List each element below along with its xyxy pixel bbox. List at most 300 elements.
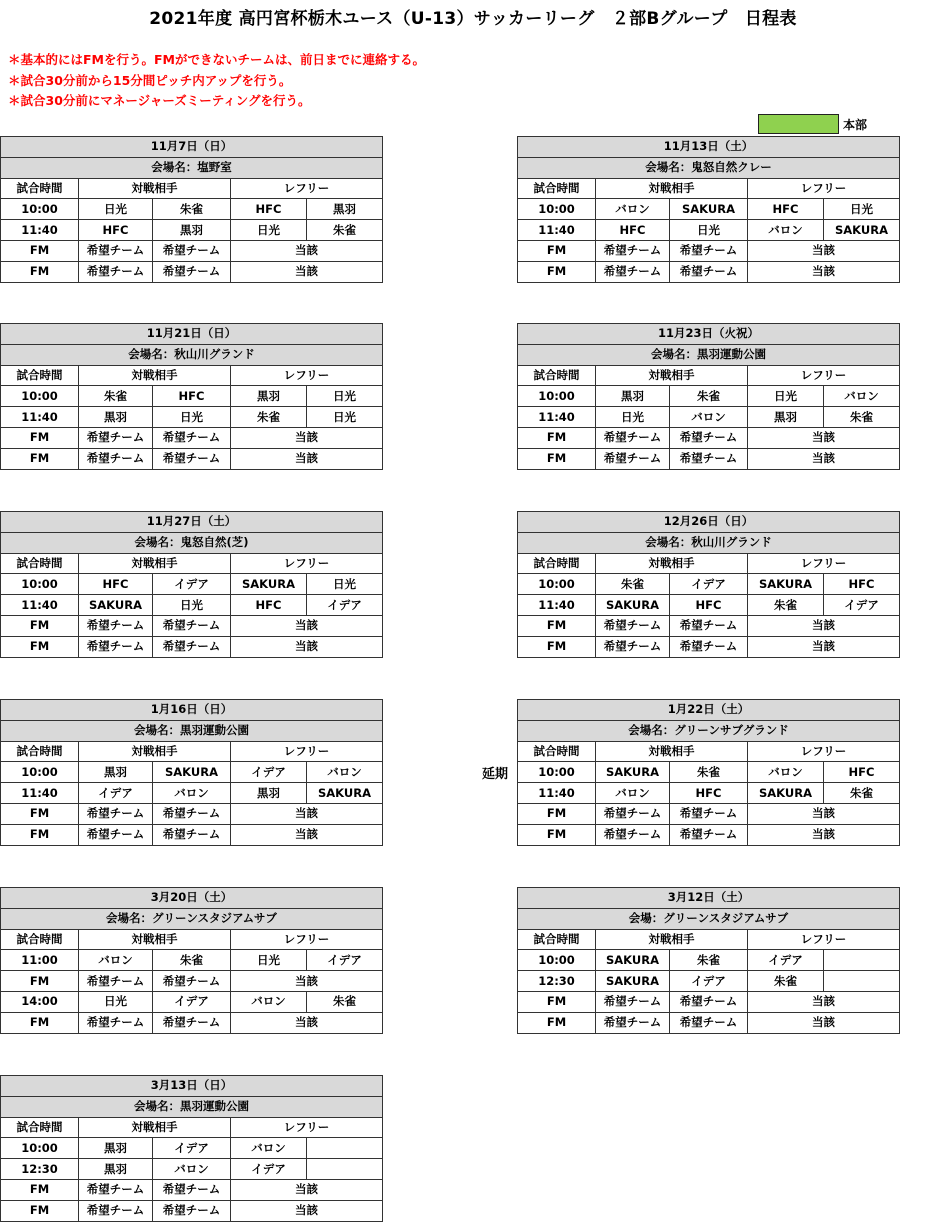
time-header: 試合時間 <box>1 553 79 574</box>
table-row <box>518 615 900 636</box>
schedule-table <box>0 1075 383 1222</box>
team-away: SAKURA <box>153 762 231 783</box>
referee-2 <box>824 971 900 992</box>
team-home: 希望チーム <box>596 803 670 824</box>
table-row <box>1 971 383 992</box>
team-home: 希望チーム <box>79 1200 153 1221</box>
team-home: HFC <box>79 574 153 595</box>
table-row <box>518 199 900 220</box>
team-away: イデア <box>153 1138 231 1159</box>
table-row <box>1 762 383 783</box>
team-away: 日光 <box>153 407 231 428</box>
table-row <box>1 1138 383 1159</box>
match-time: 10:00 <box>518 762 596 783</box>
venue-name: 会場名：秋山川グランド <box>518 532 900 553</box>
opponents-header: 対戦相手 <box>596 741 748 762</box>
schedule-table <box>517 511 900 658</box>
referee-header: レフリー <box>231 553 383 574</box>
team-away: 日光 <box>153 595 231 616</box>
match-time: FM <box>1 240 79 261</box>
match-time: FM <box>518 636 596 657</box>
referee-2: 朱雀 <box>307 991 383 1012</box>
match-time: FM <box>518 824 596 845</box>
table-row <box>1 448 383 469</box>
referee-2: SAKURA <box>307 783 383 804</box>
team-away: 希望チーム <box>153 636 231 657</box>
team-home: 希望チーム <box>596 261 670 282</box>
referee-assignment: 当該 <box>748 261 900 282</box>
match-time: FM <box>1 971 79 992</box>
team-home: バロン <box>596 199 670 220</box>
match-time: FM <box>1 448 79 469</box>
referee-1: 黒羽 <box>231 783 307 804</box>
match-time: FM <box>518 1012 596 1033</box>
match-date: 12月26日（日） <box>518 512 900 533</box>
team-away: バロン <box>670 407 748 428</box>
time-header: 試合時間 <box>518 553 596 574</box>
referee-2 <box>307 1138 383 1159</box>
referee-assignment: 当該 <box>748 1012 900 1033</box>
table-row <box>518 386 900 407</box>
venue-name: 会場：グリーンスタジアムサブ <box>518 908 900 929</box>
match-time: 11:40 <box>1 220 79 241</box>
table-row <box>1 1200 383 1221</box>
referee-assignment: 当該 <box>748 991 900 1012</box>
table-row <box>1 407 383 428</box>
match-time: FM <box>1 427 79 448</box>
note-meeting: ＊試合30分前にマネージャーズミーティングを行う。 <box>8 93 311 108</box>
table-row <box>518 991 900 1012</box>
table-row <box>1 950 383 971</box>
referee-1: 日光 <box>231 950 307 971</box>
referee-1: バロン <box>748 762 824 783</box>
match-date: 11月13日（土） <box>518 137 900 158</box>
team-home: 希望チーム <box>596 1012 670 1033</box>
match-time: FM <box>1 261 79 282</box>
team-away: SAKURA <box>670 199 748 220</box>
team-home: 希望チーム <box>596 240 670 261</box>
referee-assignment: 当該 <box>231 824 383 845</box>
referee-1: 朱雀 <box>231 407 307 428</box>
team-home: 朱雀 <box>79 386 153 407</box>
match-time: FM <box>1 824 79 845</box>
team-home: 希望チーム <box>79 1179 153 1200</box>
team-away: 希望チーム <box>670 448 748 469</box>
match-time: 10:00 <box>518 574 596 595</box>
match-time: 10:00 <box>518 199 596 220</box>
referee-1: 黒羽 <box>748 407 824 428</box>
time-header: 試合時間 <box>518 365 596 386</box>
table-row <box>1 574 383 595</box>
match-date: 3月12日（土） <box>518 888 900 909</box>
headquarters-label: 本部 <box>843 118 868 132</box>
referee-header: レフリー <box>748 178 900 199</box>
referee-1: イデア <box>231 762 307 783</box>
referee-assignment: 当該 <box>748 240 900 261</box>
referee-1: SAKURA <box>748 783 824 804</box>
schedule-table <box>0 136 383 283</box>
table-row <box>518 574 900 595</box>
table-row <box>518 261 900 282</box>
referee-assignment: 当該 <box>231 636 383 657</box>
team-away: バロン <box>153 783 231 804</box>
team-home: バロン <box>596 783 670 804</box>
match-time: 11:40 <box>1 407 79 428</box>
opponents-header: 対戦相手 <box>79 553 231 574</box>
table-row <box>518 803 900 824</box>
team-home: 朱雀 <box>596 574 670 595</box>
match-time: FM <box>1 1179 79 1200</box>
page-title: 2021年度 高円宮杯栃木ユース（U-13）サッカーリーグ ２部Bグループ 日程表 <box>149 9 797 29</box>
referee-2: 日光 <box>307 386 383 407</box>
opponents-header: 対戦相手 <box>79 741 231 762</box>
team-away: 希望チーム <box>153 615 231 636</box>
match-date: 3月20日（土） <box>1 888 383 909</box>
team-away: イデア <box>670 574 748 595</box>
team-away: 希望チーム <box>153 971 231 992</box>
referee-header: レフリー <box>748 929 900 950</box>
team-away: 希望チーム <box>153 1179 231 1200</box>
team-away: 朱雀 <box>670 762 748 783</box>
referee-header: レフリー <box>748 365 900 386</box>
table-row <box>1 427 383 448</box>
referee-2: イデア <box>307 950 383 971</box>
team-away: 黒羽 <box>153 220 231 241</box>
referee-1: 朱雀 <box>748 971 824 992</box>
venue-name: 会場名：グリーンサブグランド <box>518 720 900 741</box>
table-row <box>518 1012 900 1033</box>
team-away: 希望チーム <box>670 615 748 636</box>
venue-name: 会場名：秋山川グランド <box>1 344 383 365</box>
match-time: FM <box>518 803 596 824</box>
referee-assignment: 当該 <box>231 1012 383 1033</box>
team-home: 日光 <box>596 407 670 428</box>
team-away: 朱雀 <box>153 950 231 971</box>
referee-2: イデア <box>824 595 900 616</box>
referee-2: 黒羽 <box>307 199 383 220</box>
referee-2: バロン <box>824 386 900 407</box>
team-away: 希望チーム <box>153 427 231 448</box>
referee-assignment: 当該 <box>231 1200 383 1221</box>
table-row <box>1 240 383 261</box>
table-row <box>518 595 900 616</box>
team-home: 希望チーム <box>79 803 153 824</box>
team-home: 希望チーム <box>596 427 670 448</box>
team-away: 朱雀 <box>670 386 748 407</box>
opponents-header: 対戦相手 <box>79 929 231 950</box>
match-time: 12:30 <box>518 971 596 992</box>
referee-1: バロン <box>748 220 824 241</box>
team-home: 黒羽 <box>596 386 670 407</box>
match-time: FM <box>518 615 596 636</box>
referee-2: 日光 <box>307 574 383 595</box>
referee-1: 黒羽 <box>231 386 307 407</box>
referee-1: 日光 <box>231 220 307 241</box>
match-time: 14:00 <box>1 991 79 1012</box>
match-time: FM <box>1 1200 79 1221</box>
team-away: 希望チーム <box>153 824 231 845</box>
referee-2 <box>307 1159 383 1180</box>
match-time: 11:40 <box>518 783 596 804</box>
venue-name: 会場名：黒羽運動公園 <box>1 720 383 741</box>
table-row <box>518 448 900 469</box>
referee-assignment: 当該 <box>748 448 900 469</box>
team-home: SAKURA <box>596 595 670 616</box>
team-away: イデア <box>153 574 231 595</box>
referee-header: レフリー <box>231 1117 383 1138</box>
team-away: 希望チーム <box>670 824 748 845</box>
opponents-header: 対戦相手 <box>596 178 748 199</box>
referee-header: レフリー <box>231 929 383 950</box>
time-header: 試合時間 <box>1 1117 79 1138</box>
team-away: HFC <box>670 783 748 804</box>
time-header: 試合時間 <box>518 178 596 199</box>
schedule-table <box>0 511 383 658</box>
referee-header: レフリー <box>231 741 383 762</box>
opponents-header: 対戦相手 <box>79 365 231 386</box>
team-away: イデア <box>153 991 231 1012</box>
team-away: 朱雀 <box>153 199 231 220</box>
team-home: 希望チーム <box>79 1012 153 1033</box>
referee-2: 朱雀 <box>824 407 900 428</box>
referee-assignment: 当該 <box>231 240 383 261</box>
table-row <box>1 636 383 657</box>
referee-assignment: 当該 <box>748 803 900 824</box>
match-time: 10:00 <box>518 386 596 407</box>
time-header: 試合時間 <box>1 741 79 762</box>
match-time: 10:00 <box>1 199 79 220</box>
team-home: 希望チーム <box>596 636 670 657</box>
table-row <box>518 950 900 971</box>
team-home: 日光 <box>79 199 153 220</box>
match-time: FM <box>518 448 596 469</box>
time-header: 試合時間 <box>1 929 79 950</box>
match-time: 10:00 <box>518 950 596 971</box>
match-date: 11月7日（日） <box>1 137 383 158</box>
referee-header: レフリー <box>748 741 900 762</box>
match-time: FM <box>1 636 79 657</box>
table-row <box>1 783 383 804</box>
referee-1: 日光 <box>748 386 824 407</box>
referee-assignment: 当該 <box>231 1179 383 1200</box>
team-home: バロン <box>79 950 153 971</box>
team-away: 希望チーム <box>670 240 748 261</box>
schedule-table <box>0 323 383 470</box>
referee-assignment: 当該 <box>231 615 383 636</box>
match-time: 11:40 <box>518 595 596 616</box>
team-home: 黒羽 <box>79 1159 153 1180</box>
match-date: 11月27日（土） <box>1 512 383 533</box>
match-time: 12:30 <box>1 1159 79 1180</box>
match-time: FM <box>1 803 79 824</box>
referee-assignment: 当該 <box>231 803 383 824</box>
table-row <box>518 427 900 448</box>
team-home: 日光 <box>79 991 153 1012</box>
team-home: 希望チーム <box>596 448 670 469</box>
table-row <box>1 615 383 636</box>
referee-1: イデア <box>231 1159 307 1180</box>
opponents-header: 対戦相手 <box>596 365 748 386</box>
referee-assignment: 当該 <box>748 824 900 845</box>
table-row <box>1 261 383 282</box>
team-away: バロン <box>153 1159 231 1180</box>
referee-2: 朱雀 <box>824 783 900 804</box>
referee-1: 朱雀 <box>748 595 824 616</box>
team-away: 希望チーム <box>153 1200 231 1221</box>
match-date: 11月21日（日） <box>1 324 383 345</box>
referee-1: イデア <box>748 950 824 971</box>
match-date: 1月22日（土） <box>518 700 900 721</box>
referee-2: HFC <box>824 574 900 595</box>
team-home: 希望チーム <box>79 824 153 845</box>
team-away: 朱雀 <box>670 950 748 971</box>
match-date: 3月13日（日） <box>1 1076 383 1097</box>
match-time: 10:00 <box>1 574 79 595</box>
venue-name: 会場名：鬼怒自然(芝) <box>1 532 383 553</box>
match-time: 10:00 <box>1 1138 79 1159</box>
referee-assignment: 当該 <box>231 448 383 469</box>
venue-name: 会場名：黒羽運動公園 <box>1 1096 383 1117</box>
match-time: 11:00 <box>1 950 79 971</box>
match-time: 10:00 <box>1 762 79 783</box>
referee-assignment: 当該 <box>748 615 900 636</box>
team-home: 希望チーム <box>596 615 670 636</box>
team-home: 希望チーム <box>79 971 153 992</box>
table-row <box>1 1179 383 1200</box>
team-home: 希望チーム <box>79 240 153 261</box>
referee-2 <box>824 950 900 971</box>
team-home: HFC <box>596 220 670 241</box>
table-row <box>518 971 900 992</box>
schedule-table <box>517 887 900 1034</box>
referee-header: レフリー <box>231 178 383 199</box>
table-row <box>1 991 383 1012</box>
team-home: 希望チーム <box>79 427 153 448</box>
team-away: 希望チーム <box>670 991 748 1012</box>
team-home: 希望チーム <box>79 448 153 469</box>
schedule-table <box>0 887 383 1034</box>
referee-header: レフリー <box>231 365 383 386</box>
team-away: 希望チーム <box>153 1012 231 1033</box>
venue-name: 会場名：黒羽運動公園 <box>518 344 900 365</box>
team-home: SAKURA <box>596 950 670 971</box>
referee-2: 日光 <box>307 407 383 428</box>
team-home: 希望チーム <box>79 615 153 636</box>
table-row <box>518 636 900 657</box>
referee-1: HFC <box>231 199 307 220</box>
referee-1: バロン <box>231 1138 307 1159</box>
team-away: 日光 <box>670 220 748 241</box>
postponed-label: 延期 <box>482 767 509 782</box>
match-time: FM <box>518 240 596 261</box>
match-time: FM <box>518 991 596 1012</box>
venue-name: 会場名：鬼怒自然クレー <box>518 157 900 178</box>
venue-name: 会場名：塩野室 <box>1 157 383 178</box>
team-away: 希望チーム <box>670 1012 748 1033</box>
team-home: 黒羽 <box>79 407 153 428</box>
team-home: SAKURA <box>596 762 670 783</box>
table-row <box>1 199 383 220</box>
referee-header: レフリー <box>748 553 900 574</box>
time-header: 試合時間 <box>1 365 79 386</box>
time-header: 試合時間 <box>1 178 79 199</box>
referee-1: バロン <box>231 991 307 1012</box>
referee-assignment: 当該 <box>231 261 383 282</box>
team-away: HFC <box>153 386 231 407</box>
team-away: 希望チーム <box>670 261 748 282</box>
team-away: 希望チーム <box>670 427 748 448</box>
match-time: 11:40 <box>1 783 79 804</box>
team-away: 希望チーム <box>670 636 748 657</box>
referee-assignment: 当該 <box>231 427 383 448</box>
schedule-table <box>517 136 900 283</box>
opponents-header: 対戦相手 <box>596 553 748 574</box>
match-time: FM <box>1 1012 79 1033</box>
venue-name: 会場名：グリーンスタジアムサブ <box>1 908 383 929</box>
team-home: 黒羽 <box>79 1138 153 1159</box>
table-row <box>1 803 383 824</box>
team-away: 希望チーム <box>153 261 231 282</box>
match-date: 11月23日（火祝） <box>518 324 900 345</box>
table-row <box>1 1159 383 1180</box>
table-row <box>518 824 900 845</box>
match-time: FM <box>1 615 79 636</box>
match-time: 10:00 <box>1 386 79 407</box>
referee-2: 日光 <box>824 199 900 220</box>
referee-2: SAKURA <box>824 220 900 241</box>
match-time: FM <box>518 261 596 282</box>
team-home: 希望チーム <box>596 824 670 845</box>
table-row <box>518 783 900 804</box>
time-header: 試合時間 <box>518 741 596 762</box>
referee-2: HFC <box>824 762 900 783</box>
table-row <box>1 220 383 241</box>
table-row <box>1 386 383 407</box>
note-warmup: ＊試合30分前から15分間ピッチ内アップを行う。 <box>8 72 292 88</box>
team-away: 希望チーム <box>153 240 231 261</box>
schedule-table <box>517 699 900 846</box>
time-header: 試合時間 <box>518 929 596 950</box>
referee-1: SAKURA <box>748 574 824 595</box>
match-time: FM <box>518 427 596 448</box>
note-fm: ＊基本的にはFMを行う。FMができないチームは、前日までに連絡する。 <box>8 52 425 67</box>
schedule-table <box>517 323 900 470</box>
team-home: 黒羽 <box>79 762 153 783</box>
match-date: 1月16日（日） <box>1 700 383 721</box>
team-away: 希望チーム <box>153 803 231 824</box>
team-home: HFC <box>79 220 153 241</box>
table-row <box>1 824 383 845</box>
table-row <box>518 240 900 261</box>
match-time: 11:40 <box>518 220 596 241</box>
team-home: SAKURA <box>79 595 153 616</box>
team-home: 希望チーム <box>596 991 670 1012</box>
team-home: 希望チーム <box>79 261 153 282</box>
match-time: 11:40 <box>518 407 596 428</box>
team-home: 希望チーム <box>79 636 153 657</box>
table-row <box>1 595 383 616</box>
referee-assignment: 当該 <box>231 971 383 992</box>
team-away: イデア <box>670 971 748 992</box>
schedule-table <box>0 699 383 846</box>
referee-1: SAKURA <box>231 574 307 595</box>
team-away: HFC <box>670 595 748 616</box>
opponents-header: 対戦相手 <box>79 1117 231 1138</box>
table-row <box>518 220 900 241</box>
team-home: SAKURA <box>596 971 670 992</box>
table-row <box>518 407 900 428</box>
notes <box>8 50 425 112</box>
